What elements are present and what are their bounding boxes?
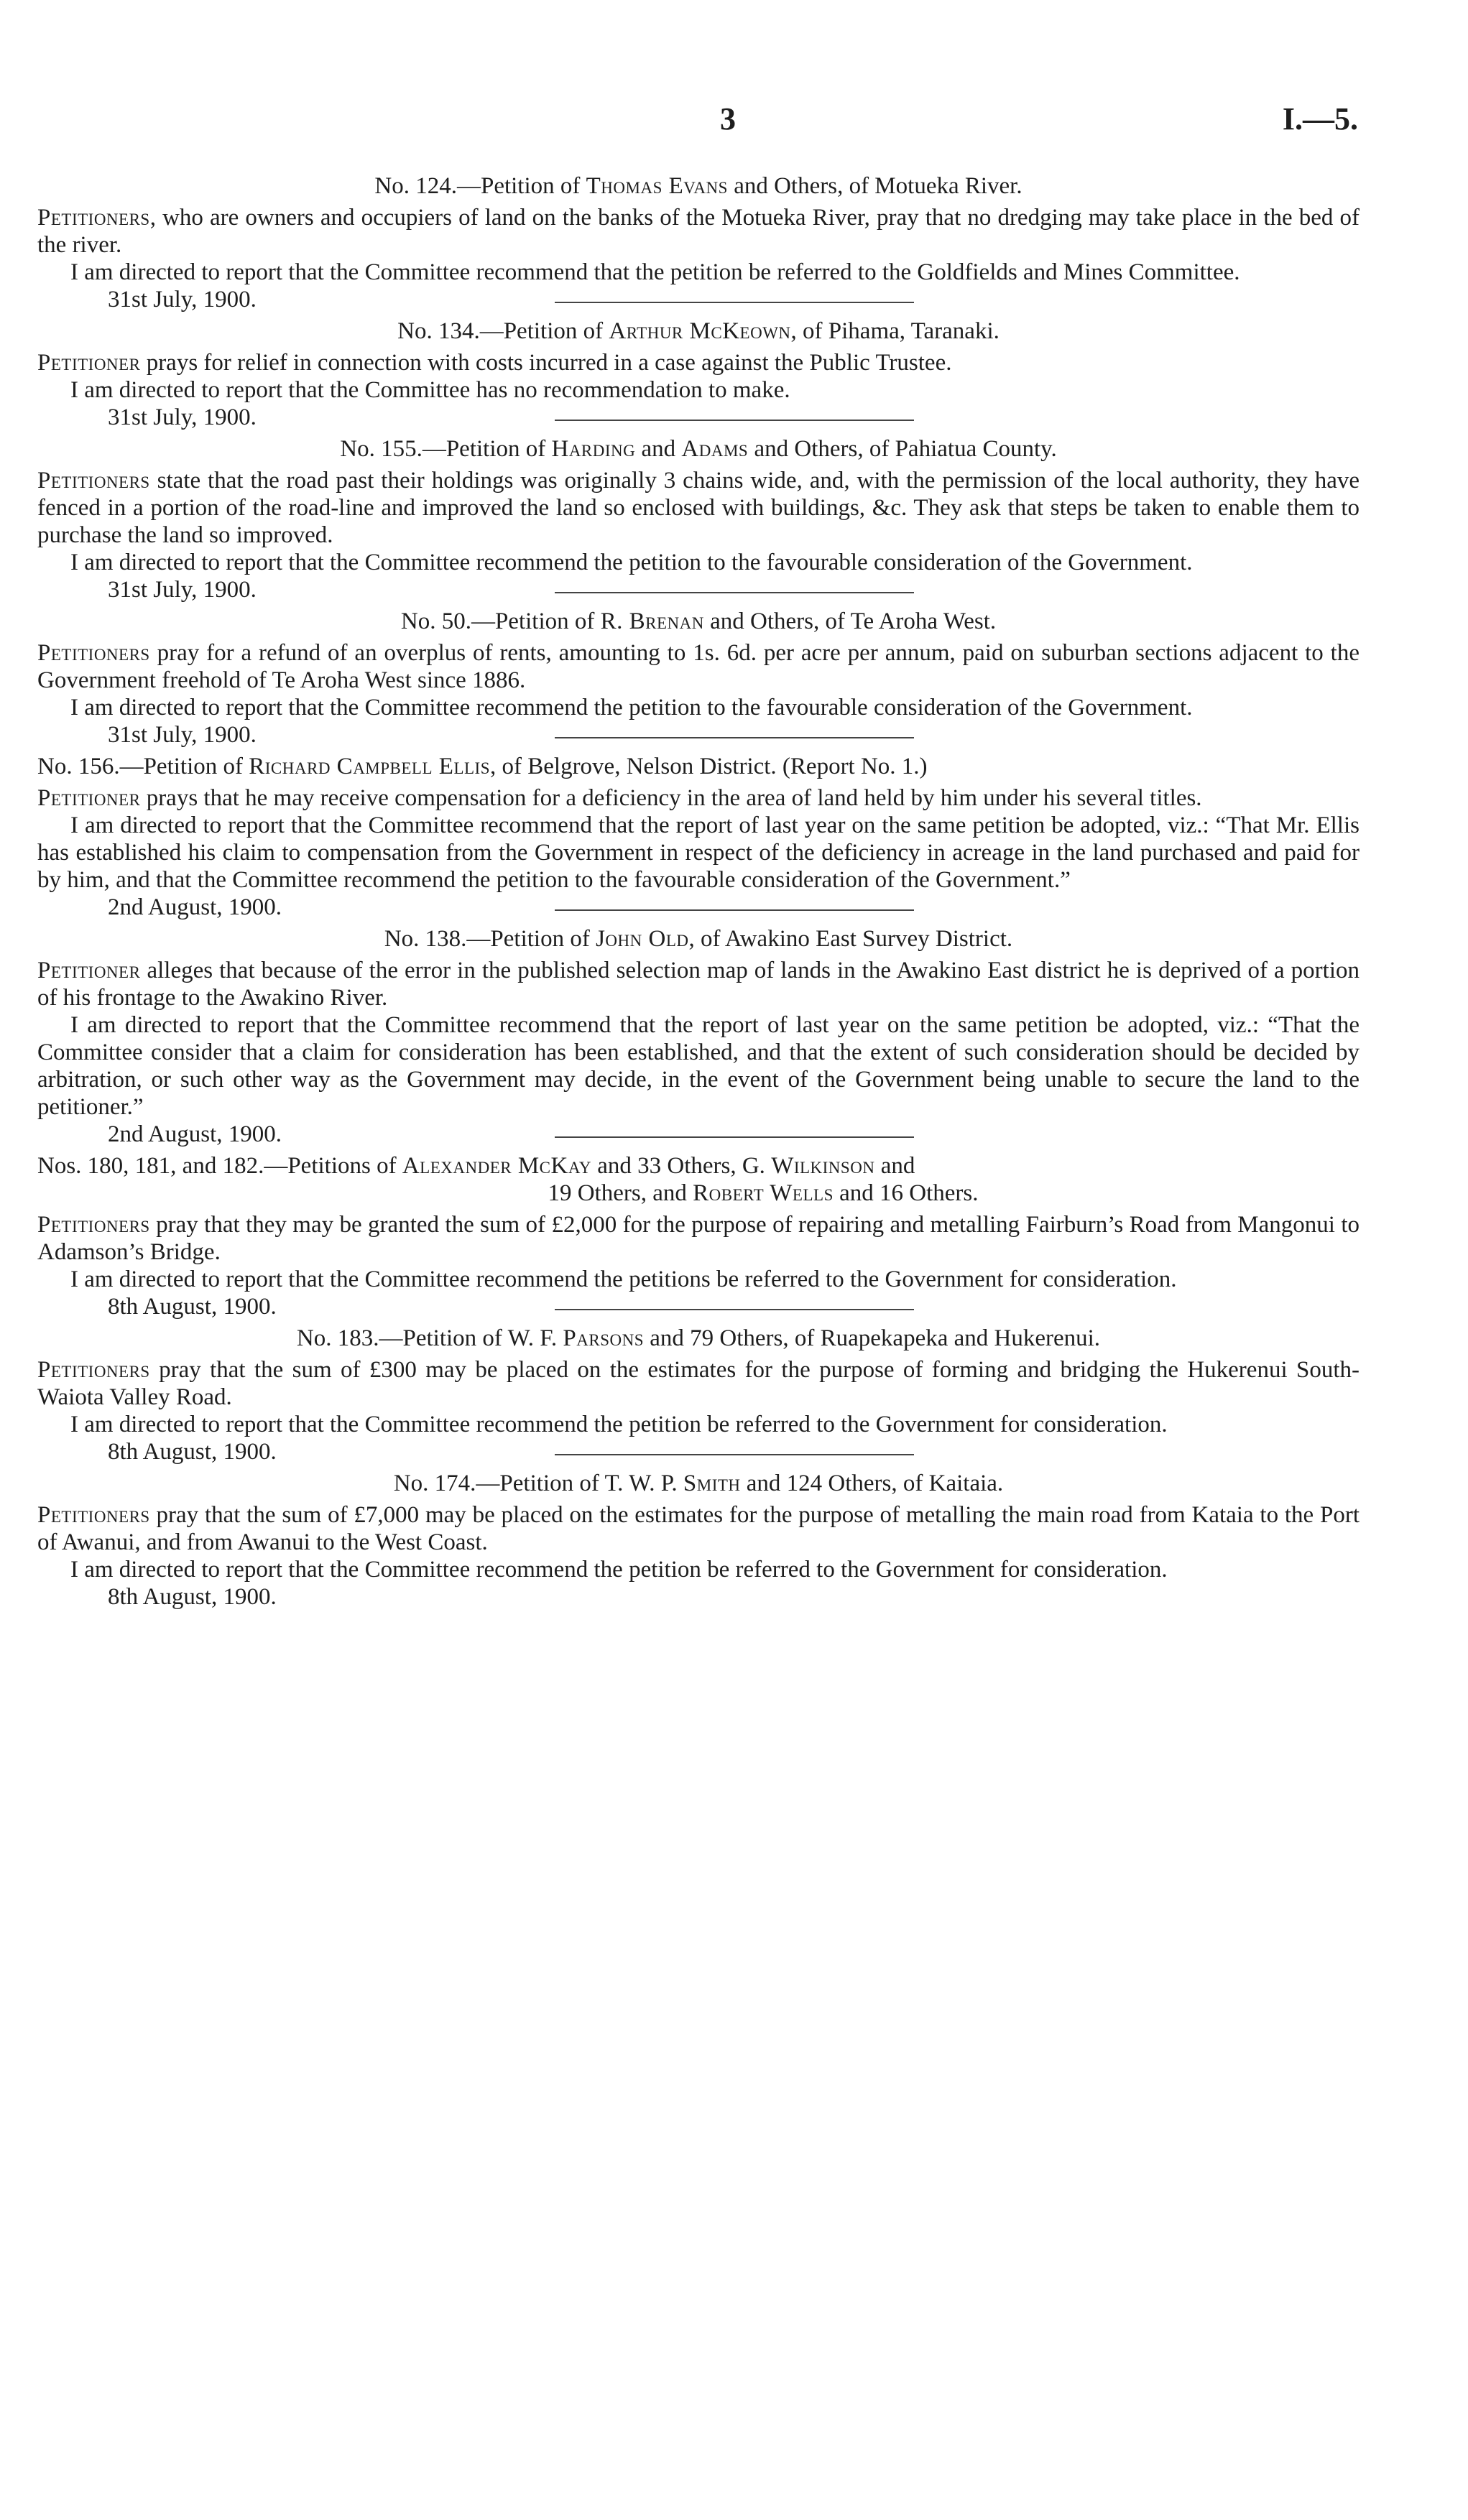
- committee-report: I am directed to report that the Committee recommend the petitions be referred to the Government for consideration.: [70, 1266, 1177, 1292]
- committee-report: I am directed to report that the Committee recommend the petition to the favourable consideration of the Government.: [70, 550, 1193, 575]
- petitioner-name: Robert Wells: [693, 1180, 834, 1206]
- petitioner-name: Adams: [681, 436, 749, 462]
- petition-180-181-182: [37, 1152, 1359, 1320]
- section-divider: [555, 420, 914, 421]
- petitioner-name: R. Brenan: [600, 608, 704, 634]
- petitioner-name: Smith: [683, 1470, 741, 1496]
- petition-title: No. 134.—Petition of Arthur McKeown, of Pihama, Taranaki.: [397, 318, 1000, 344]
- petition-156: [37, 753, 1359, 921]
- petitioner-name: Parsons: [563, 1325, 645, 1351]
- petition-body: Petitioner alleges that because of the error in the published selection map of lands in the Awakino East district he is deprived of a portion of his frontage to the Awakino River.: [37, 958, 1359, 1011]
- section-divider: [555, 737, 914, 738]
- petition-title: No. 155.—Petition of Harding and Adams and Others, of Pahiatua County.: [340, 436, 1057, 462]
- petition-body: Petitioners state that the road past their holdings was originally 3 chains wide, and, with the permission of the local authority, they have fenced in a portion of the road-line and improved the land so enclosed with buildings, &c. They ask that steps be taken to enable them to purchase the land so improved.: [37, 468, 1359, 548]
- committee-report: I am directed to report that the Committee recommend that the report of last year on the same petition be adopted, viz.: “That Mr. Ellis has established his claim to compensation from the Government in respect of the deficiency in acreage in the land purchased and paid for by him, and that the Committee recommend the petition to the favourable consideration of the Government.”: [37, 812, 1359, 893]
- petitioner-name: Richard Campbell Ellis: [249, 754, 490, 779]
- committee-report: I am directed to report that the Committee recommend the petition to the favourable consideration of the Government.: [70, 695, 1193, 721]
- report-date: 8th August, 1900.: [108, 1294, 277, 1320]
- section-divider: [555, 909, 914, 911]
- committee-report: I am directed to report that the Committee recommend that the petition be referred to the Goldfields and Mines Committee.: [70, 259, 1240, 285]
- committee-report: I am directed to report that the Committee recommend the petition be referred to the Government for consideration.: [70, 1557, 1168, 1583]
- petition-155: [37, 435, 1359, 603]
- petition-title: No. 50.—Petition of R. Brenan and Others, of Te Aroha West.: [400, 608, 997, 634]
- report-date: 31st July, 1900.: [108, 722, 257, 748]
- petition-title: Nos. 180, 181, and 182.—Petitions of Alexander McKay and 33 Others, G. Wilkinson and 19 Others, and Robert Wells and 16 Others.: [37, 1153, 979, 1206]
- petitions-list: [37, 172, 1359, 1611]
- petition-body: Petitioner prays that he may receive compensation for a deficiency in the area of land held by him under his several titles.: [37, 785, 1202, 811]
- petition-body: Petitioners pray that the sum of £300 may be placed on the estimates for the purpose of forming and bridging the Hukerenui South-Waiota Valley Road.: [37, 1357, 1359, 1410]
- petition-body: Petitioners pray for a refund of an overplus of rents, amounting to 1s. 6d. per acre per annum, paid on suburban sections adjacent to the Government freehold of Te Aroha West since 1886.: [37, 640, 1359, 693]
- petitioner-name: John Old: [596, 926, 689, 952]
- committee-report: I am directed to report that the Committee recommend the petition be referred to the Government for consideration.: [70, 1412, 1168, 1437]
- petitioner-name: Wilkinson: [771, 1153, 875, 1179]
- committee-report: I am directed to report that the Committee has no recommendation to make.: [70, 377, 790, 403]
- report-date: 31st July, 1900.: [108, 404, 257, 430]
- petitioner-name: Harding: [551, 436, 636, 462]
- report-date: 2nd August, 1900.: [108, 894, 282, 920]
- petition-body: Petitioner prays for relief in connection with costs incurred in a case against the Public Trustee.: [37, 350, 952, 376]
- report-date: 8th August, 1900.: [108, 1439, 277, 1465]
- petitioner-name: Thomas Evans: [586, 173, 728, 199]
- report-date: 31st July, 1900.: [108, 287, 257, 312]
- section-divider: [555, 1454, 914, 1455]
- page-number: 3: [720, 101, 736, 136]
- petition-50: [37, 608, 1359, 749]
- petition-title: No. 124.—Petition of Thomas Evans and Others, of Motueka River.: [374, 173, 1022, 199]
- section-divider: [555, 1136, 914, 1138]
- petition-title: No. 138.—Petition of John Old, of Awakino East Survey District.: [384, 926, 1013, 952]
- petitioner-name: Arthur McKeown: [609, 318, 791, 344]
- petition-title: No. 156.—Petition of Richard Campbell Ellis, of Belgrove, Nelson District. (Report No. 1.): [37, 754, 928, 779]
- section-divider: [555, 1309, 914, 1310]
- petition-124: [37, 172, 1359, 313]
- section-divider: [555, 592, 914, 593]
- report-date: 8th August, 1900.: [108, 1584, 277, 1610]
- document-reference: I.—5.: [1282, 101, 1358, 136]
- section-divider: [555, 302, 914, 303]
- petition-183: [37, 1325, 1359, 1465]
- petition-138: [37, 925, 1359, 1148]
- petition-body: Petitioners pray that they may be granted the sum of £2,000 for the purpose of repairing and metalling Fairburn’s Road from Mangonui to Adamson’s Bridge.: [37, 1212, 1359, 1265]
- report-date: 2nd August, 1900.: [108, 1121, 282, 1147]
- petitioner-name: Alexander McKay: [402, 1153, 591, 1179]
- petition-174: [37, 1470, 1359, 1611]
- page-header: [37, 101, 1359, 144]
- report-date: 31st July, 1900.: [108, 577, 257, 603]
- petition-134: [37, 318, 1359, 431]
- petition-title: No. 183.—Petition of W. F. Parsons and 79 Others, of Ruapekapeka and Hukerenui.: [296, 1325, 1101, 1351]
- petition-body: Petitioners pray that the sum of £7,000 may be placed on the estimates for the purpose of metalling the main road from Kataia to the Port of Awanui, and from Awanui to the West Coast.: [37, 1502, 1359, 1555]
- petition-body: Petitioners, who are owners and occupiers of land on the banks of the Motueka River, pray that no dredging may take place in the bed of the river.: [37, 205, 1359, 258]
- petition-title: No. 174.—Petition of T. W. P. Smith and 124 Others, of Kaitaia.: [393, 1470, 1004, 1496]
- committee-report: I am directed to report that the Committee recommend that the report of last year on the same petition be adopted, viz.: “That the Committee consider that a claim for consideration has been established, and that the extent of such consideration should be decided by arbitration, or such other way as the Government may decide, in the event of the Government being unable to secure the land to the petitioner.”: [37, 1012, 1359, 1120]
- document-page: [37, 0, 1359, 2520]
